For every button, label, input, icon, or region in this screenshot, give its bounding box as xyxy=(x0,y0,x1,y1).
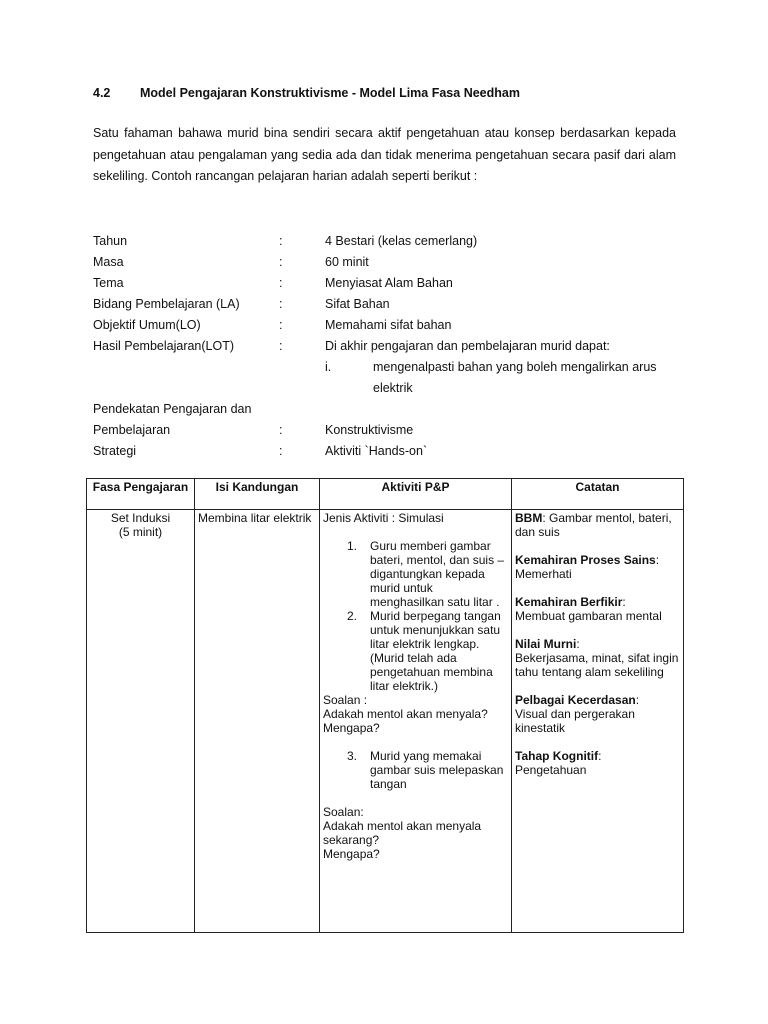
catatan-item: Kemahiran Proses Sains: Memerhati xyxy=(515,553,660,581)
catatan-text: Gambar mentol, bateri, dan suis xyxy=(515,511,672,539)
header-fasa: Fasa Pengajaran xyxy=(87,479,195,510)
soalan-question: Mengapa? xyxy=(323,847,380,861)
soalan-label: Soalan: xyxy=(323,805,364,819)
activity-steps xyxy=(323,539,508,693)
list-item-text: mengenalpasti bahan yang boleh mengalirkan arus xyxy=(373,360,657,374)
catatan-item: BBM: Gambar mentol, bateri, dan suis xyxy=(515,511,672,539)
meta-colon: : xyxy=(279,234,283,248)
soalan-label: Soalan : xyxy=(323,693,368,707)
header-isi: Isi Kandungan xyxy=(195,479,320,510)
meta-label: Tahun xyxy=(93,234,128,248)
list-item xyxy=(323,609,508,693)
meta-label: Pendekatan Pengajaran dan xyxy=(93,402,252,416)
meta-colon: : xyxy=(279,339,283,353)
catatan-text: Visual dan pergerakan kinestatik xyxy=(515,707,635,735)
meta-value: 60 minit xyxy=(325,255,369,269)
cell-isi: Membina litar elektrik xyxy=(195,510,320,933)
meta-value: Menyiasat Alam Bahan xyxy=(325,276,453,290)
catatan-label: Nilai Murni xyxy=(515,637,577,651)
catatan-text: Bekerjasama, minat, sifat ingin tahu tentang alam sekeliling xyxy=(515,651,679,679)
meta-label: Masa xyxy=(93,255,124,269)
cell-aktiviti xyxy=(320,510,512,933)
step-number: 1. xyxy=(347,539,358,553)
section-number: 4.2 xyxy=(93,86,111,100)
catatan-text: Memerhati xyxy=(515,567,572,581)
meta-label: Bidang Pembelajaran (LA) xyxy=(93,297,240,311)
meta-colon: : xyxy=(279,276,283,290)
soalan-question: Adakah mentol akan menyala? xyxy=(323,707,488,721)
meta-value: Konstruktivisme xyxy=(325,423,414,437)
catatan-item: Pelbagai Kecerdasan: Visual dan pergerakan kinestatik xyxy=(515,693,640,735)
catatan-text: Pengetahuan xyxy=(515,763,587,777)
meta-label: Pembelajaran xyxy=(93,423,171,437)
meta-colon: : xyxy=(279,444,283,458)
catatan-label: Kemahiran Proses Sains xyxy=(515,553,656,567)
meta-value: Sifat Bahan xyxy=(325,297,390,311)
cell-fasa xyxy=(87,510,195,933)
list-item xyxy=(323,749,508,791)
catatan-label: BBM xyxy=(515,511,543,525)
meta-label: Tema xyxy=(93,276,124,290)
meta-value: 4 Bestari (kelas cemerlang) xyxy=(325,234,478,248)
table-header-row xyxy=(87,479,684,510)
catatan-item: Kemahiran Berfikir: Membuat gambaran mental xyxy=(515,595,662,623)
step-number: 3. xyxy=(347,749,358,763)
section-title: Model Pengajaran Konstruktivisme - Model Lima Fasa Needham xyxy=(140,86,520,100)
step-text: Murid berpegang tangan untuk menunjukkan satu litar elektrik lengkap. (Murid telah ada pengetahuan membina litar elektrik.) xyxy=(370,609,501,693)
catatan-text: Membuat gambaran mental xyxy=(515,609,662,623)
step-text: Murid yang memakai gambar suis melepaskan tangan xyxy=(370,749,504,791)
step-text: Guru memberi gambar bateri, mentol, dan suis – digantungkan kepada murid untuk menghasilkan satu litar . xyxy=(370,539,505,609)
catatan-label: Kemahiran Berfikir xyxy=(515,595,623,609)
catatan-label: Tahap Kognitif xyxy=(515,749,599,763)
catatan-label: Pelbagai Kecerdasan xyxy=(515,693,636,707)
meta-value: Aktiviti `Hands-on` xyxy=(325,444,428,458)
fasa-name: Set Induksi xyxy=(110,511,171,525)
list-marker: i. xyxy=(325,360,332,374)
activity-steps-cont xyxy=(323,749,508,791)
meta-colon: : xyxy=(279,255,283,269)
list-item xyxy=(323,539,508,609)
step-number: 2. xyxy=(347,609,358,623)
meta-colon: : xyxy=(279,297,283,311)
soalan-question: Adakah mentol akan menyala sekarang? xyxy=(323,819,482,847)
meta-label: Hasil Pembelajaran(LOT) xyxy=(93,339,235,353)
meta-label: Objektif Umum(LO) xyxy=(93,318,201,332)
meta-value: Di akhir pengajaran dan pembelajaran murid dapat: xyxy=(325,339,610,353)
soalan-question: Mengapa? xyxy=(323,721,380,735)
section-heading xyxy=(93,86,520,100)
catatan-item: Nilai Murni: Bekerjasama, minat, sifat ingin tahu tentang alam sekeliling xyxy=(515,637,679,679)
header-catatan: Catatan xyxy=(512,479,684,510)
fasa-duration: (5 minit) xyxy=(118,525,163,539)
list-item-text-cont: elektrik xyxy=(373,381,413,395)
header-aktiviti: Aktiviti P&P xyxy=(320,479,512,510)
meta-value: Memahami sifat bahan xyxy=(325,318,452,332)
cell-catatan xyxy=(512,510,684,933)
catatan-item: Tahap Kognitif: Pengetahuan xyxy=(515,749,602,777)
intro-paragraph: Satu fahaman bahawa murid bina sendiri secara aktif pengetahuan atau konsep berdasarkan kepada pengetahuan atau pengalaman yang sedia ada dan tidak menerima pengetahuan secara pasif dari alam sekeliling. Contoh rancangan pelajaran harian adalah seperti berikut : xyxy=(93,126,676,183)
meta-label: Strategi xyxy=(93,444,137,458)
jenis-aktiviti: Jenis Aktiviti : Simulasi xyxy=(323,511,444,525)
meta-colon: : xyxy=(279,423,283,437)
meta-colon: : xyxy=(279,318,283,332)
table-row xyxy=(87,510,684,933)
lesson-plan-table xyxy=(86,478,684,933)
